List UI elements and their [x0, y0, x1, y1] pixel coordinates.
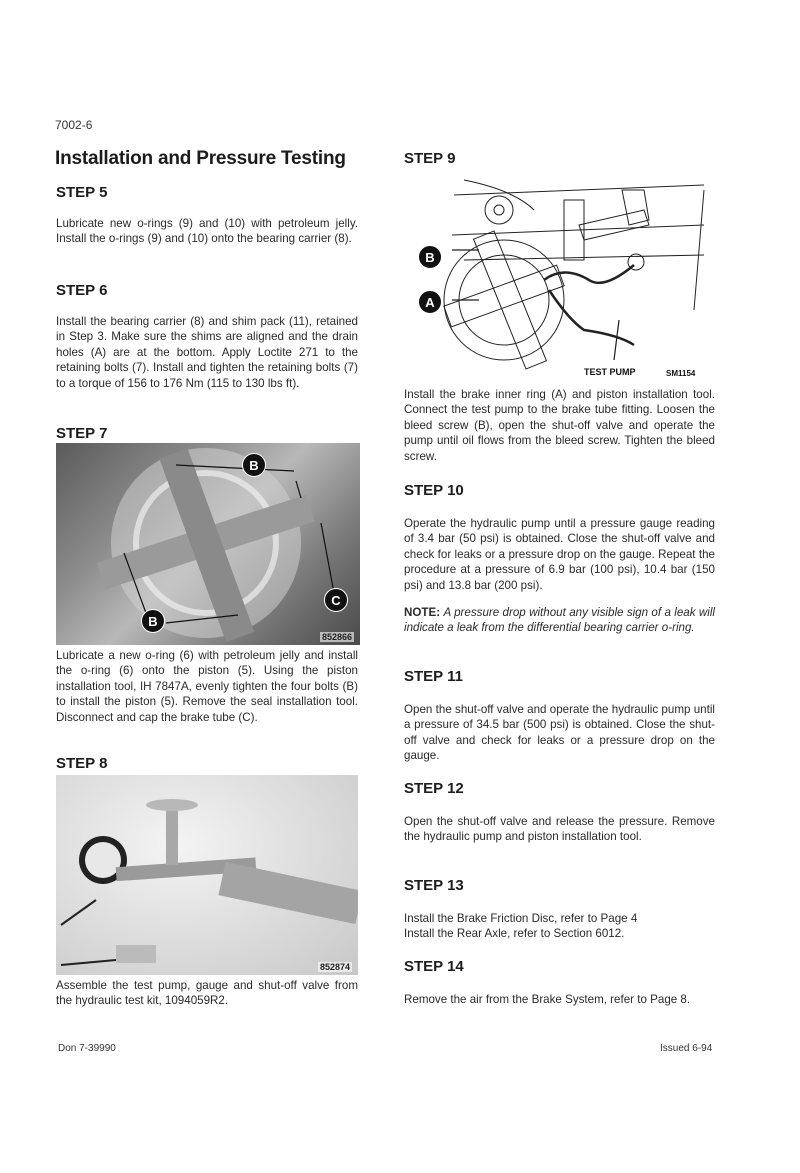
- step-9-figure: [404, 170, 720, 380]
- step-12: [404, 780, 715, 845]
- step-8: [56, 755, 358, 772]
- callout-c: C: [324, 588, 348, 612]
- callout-a: A: [418, 290, 442, 314]
- step-6: [56, 282, 358, 391]
- step-8-figure: [56, 775, 358, 975]
- note-label: NOTE:: [404, 606, 441, 620]
- step-9-heading: STEP 9: [404, 150, 456, 167]
- step-14-heading: STEP 14: [404, 958, 464, 975]
- footer-issue-date: Issued 6-94: [660, 1043, 713, 1054]
- step-8-heading: STEP 8: [56, 755, 108, 772]
- callout-b-top: B: [242, 453, 266, 477]
- step-10: [404, 482, 715, 636]
- brake-test-diagram: [404, 170, 720, 380]
- step-11-heading: STEP 11: [404, 668, 463, 685]
- step-6-heading: STEP 6: [56, 282, 108, 299]
- step-13-heading: STEP 13: [404, 877, 464, 894]
- page-number: 7002-6: [55, 118, 93, 132]
- test-kit-photo: [56, 775, 358, 975]
- step-10-heading: STEP 10: [404, 482, 464, 499]
- step-5-text: Lubricate new o-rings (9) and (10) with petroleum jelly. Install the o-rings (9) and (10) onto the bearing carrier (8).: [56, 217, 358, 246]
- step-10-note: [404, 605, 715, 636]
- test-pump-label: TEST PUMP: [584, 367, 636, 377]
- footer-document-number: Don 7-39990: [58, 1043, 116, 1054]
- step-11-text: Open the shut-off valve and operate the hydraulic pump until a pressure of 34.5 bar (500 psi) is obtained. Close the shut-off valve and check for leaks or a pressure drop on the gauge.: [404, 703, 715, 763]
- callout-b-bottom: B: [141, 609, 165, 633]
- note-text: A pressure drop without any visible sign of a leak will indicate a leak from the differential bearing carrier o-ring.: [404, 606, 715, 635]
- figure-id: SM1154: [666, 369, 696, 378]
- step-14-text: Remove the air from the Brake System, refer to Page 8.: [404, 993, 691, 1006]
- step-7-text: Lubricate a new o-ring (6) with petroleum jelly and install the o-ring (6) onto the piston (5). Using the piston installation tool, IH 7847A, evenly tighten the four bolts (B) to install the piston (5). Remove the seal installation tool. Disconnect and cap the brake tube (C).: [56, 649, 358, 724]
- step-13-line-1: Install the Brake Friction Disc, refer to Page 4: [404, 912, 638, 925]
- step-13-line-2: Install the Rear Axle, refer to Section 6012.: [404, 927, 625, 941]
- step-7-figure: [56, 443, 360, 645]
- callout-b: B: [418, 245, 442, 269]
- step-9-text: Install the brake inner ring (A) and piston installation tool. Connect the test pump to the brake tube fitting. Loosen the bleed screw (B), open the shut-off valve and operate the pump until oil flows from the bleed screw. Tighten the bleed screw.: [404, 388, 715, 463]
- step-11: [404, 668, 715, 764]
- step-9: [404, 150, 715, 167]
- step-5-heading: STEP 5: [56, 184, 108, 201]
- step-7-heading: STEP 7: [56, 425, 108, 442]
- step-5: [56, 184, 358, 247]
- step-12-text: Open the shut-off valve and release the pressure. Remove the hydraulic pump and piston installation tool.: [404, 815, 715, 844]
- step-14: [404, 958, 715, 1007]
- figure-id: 852866: [321, 632, 352, 642]
- section-title: Installation and Pressure Testing: [55, 148, 346, 169]
- step-12-heading: STEP 12: [404, 780, 464, 797]
- brake-piston-photo: [56, 443, 360, 645]
- step-6-text: Install the bearing carrier (8) and shim pack (11), retained in Step 3. Make sure the shims are aligned and the drain holes (A) are at the bottom. Apply Loctite 271 to the retaining bolts (7). Install and tighten the retaining bolts (7) to a torque of 156 to 176 Nm (115 to 130 lbs ft).: [56, 315, 358, 390]
- step-7: [56, 425, 358, 442]
- step-13: [404, 877, 715, 942]
- figure-id: 852874: [319, 962, 350, 972]
- step-8-text: Assemble the test pump, gauge and shut-off valve from the hydraulic test kit, 1094059R2.: [56, 979, 358, 1008]
- step-10-text: Operate the hydraulic pump until a pressure gauge reading of 3.4 bar (50 psi) is obtained. Close the shut-off valve and check for leaks or a pressure drop on the gauge. Repeat the procedure at a pressure of 6.9 bar (100 psi), 10.4 bar (150 psi) and 13.8 bar (200 psi).: [404, 517, 715, 592]
